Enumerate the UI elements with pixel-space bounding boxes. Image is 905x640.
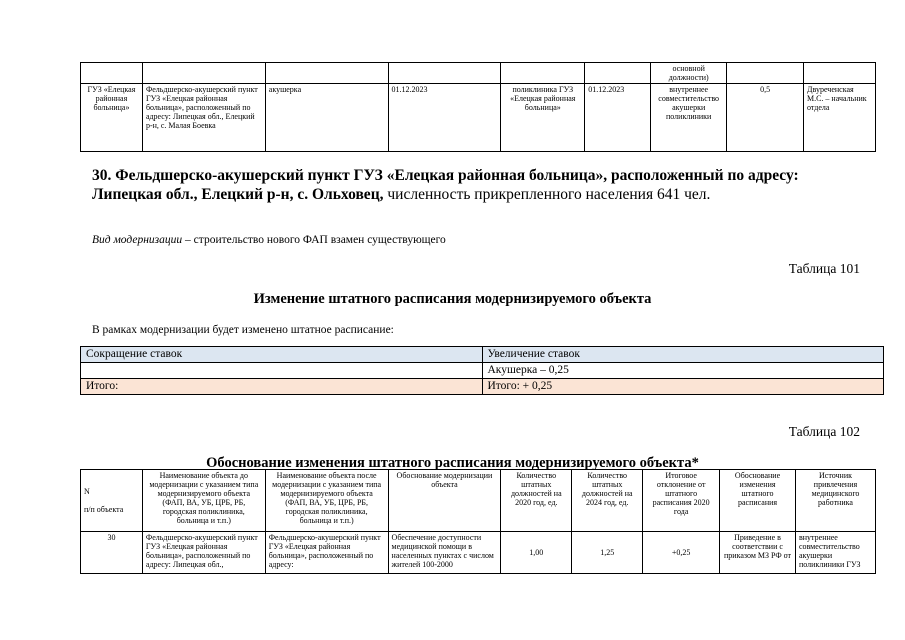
total-increase: Итого: + 0,25 — [482, 379, 884, 395]
row-after: Фельдшерско-акушерский пункт ГУЗ «Елецкая районная больница», расположенный по адресу: — [265, 532, 388, 574]
header-change-reason: Обоснование изменения штатного расписания — [720, 470, 796, 532]
section-heading-normal: численность прикрепленного населения 641 чел. — [383, 186, 711, 203]
previous-object-table — [80, 62, 876, 152]
header-after: Наименование объекта после модернизации с указанием типа модернизируемого объекта (ФАП, ВА, УБ, ЦРБ, РБ, городская поликлиника, больница и т.п.) — [265, 470, 388, 532]
row-deviation: +0,25 — [643, 532, 720, 574]
modernization-label: Вид модернизации — [92, 234, 183, 246]
header-reason: Обоснование модернизации объекта — [388, 470, 501, 532]
reduction-cell — [81, 363, 483, 379]
header-source: Источник привлечения медицинского работника — [795, 470, 875, 532]
table-row — [81, 532, 876, 574]
date-cell: 01.12.2023 — [388, 84, 501, 152]
modernization-line — [92, 234, 446, 246]
header-count-2024: Количество штатных должностей на 2024 год, ед. — [572, 470, 643, 532]
row-count-2020: 1,00 — [501, 532, 572, 574]
position-cell: акушерка — [265, 84, 388, 152]
section-heading-bold: 30. Фельдшерско-акушерский пункт ГУЗ «Елецкая районная больница», расположенный по адресу: Липецкая обл., Елецкий р-н, с. Ольховец, — [92, 167, 799, 203]
table-row — [81, 363, 884, 379]
row-source: внутреннее совместительство акушерки поликлиники ГУЗ — [795, 532, 875, 574]
total-reduction: Итого: — [81, 379, 483, 395]
row-before: Фельдшерско-акушерский пункт ГУЗ «Елецкая районная больница», расположенный по адресу: Липецкая обл., — [142, 532, 265, 574]
table-101-title: Изменение штатного расписания модернизируемого объекта — [253, 291, 652, 307]
header-count-2020: Количество штатных должностей на 2020 год, ед. — [501, 470, 572, 532]
row-n: 30 — [81, 532, 143, 574]
object-cell: Фельдшерско-акушерский пункт ГУЗ «Елецкая районная больница», расположенный по адресу: Липецкая обл., Елецкий р-н, с. Малая Боевка — [142, 84, 265, 152]
org-cell: ГУЗ «Елецкая районная больница» — [81, 84, 143, 152]
table-101-intro: В рамках модернизации будет изменено штатное расписание: — [92, 324, 394, 336]
staff-reason-table — [80, 469, 876, 574]
section-heading — [92, 166, 867, 204]
increase-cell: Акушерка – 0,25 — [482, 363, 884, 379]
modernization-text: – строительство нового ФАП взамен существующего — [182, 234, 446, 246]
cont-cell: основной должности) — [651, 63, 727, 84]
kind-cell: внутреннее совместительство акушерки поликлиники — [651, 84, 727, 152]
row-count-2024: 1,25 — [572, 532, 643, 574]
rate-cell: 0,5 — [727, 84, 804, 152]
table-row — [81, 63, 876, 84]
table-row — [81, 84, 876, 152]
header-increase: Увеличение ставок — [482, 347, 884, 363]
table-row — [81, 347, 884, 363]
staff-change-table — [80, 346, 884, 395]
date-cell: 01.12.2023 — [585, 84, 651, 152]
place-cell: поликлиника ГУЗ «Елецкая районная больница» — [501, 84, 585, 152]
header-n: N п/п объекта — [81, 470, 143, 532]
table-102-number: Таблица 102 — [788, 424, 860, 439]
table-row — [81, 470, 876, 532]
person-cell: Двуреченская М.С. – начальник отдела — [803, 84, 875, 152]
table-101-number: Таблица 101 — [788, 261, 860, 276]
header-reduction: Сокращение ставок — [81, 347, 483, 363]
table-row — [81, 379, 884, 395]
header-before: Наименование объекта до модернизации с указанием типа модернизируемого объекта (ФАП, ВА, УБ, ЦРБ, РБ, городская поликлиника, больница и т.п.) — [142, 470, 265, 532]
table-102-title: Обоснование изменения штатного расписания модернизируемого объекта* — [206, 455, 699, 471]
header-deviation: Итоговое отклонение от штатного расписания 2020 года — [643, 470, 720, 532]
row-reason: Обеспечение доступности медицинской помощи в населенных пунктах с числом жителей 100-2000 — [388, 532, 501, 574]
row-change-reason: Приведение в соответствии с приказом МЗ РФ от — [720, 532, 796, 574]
